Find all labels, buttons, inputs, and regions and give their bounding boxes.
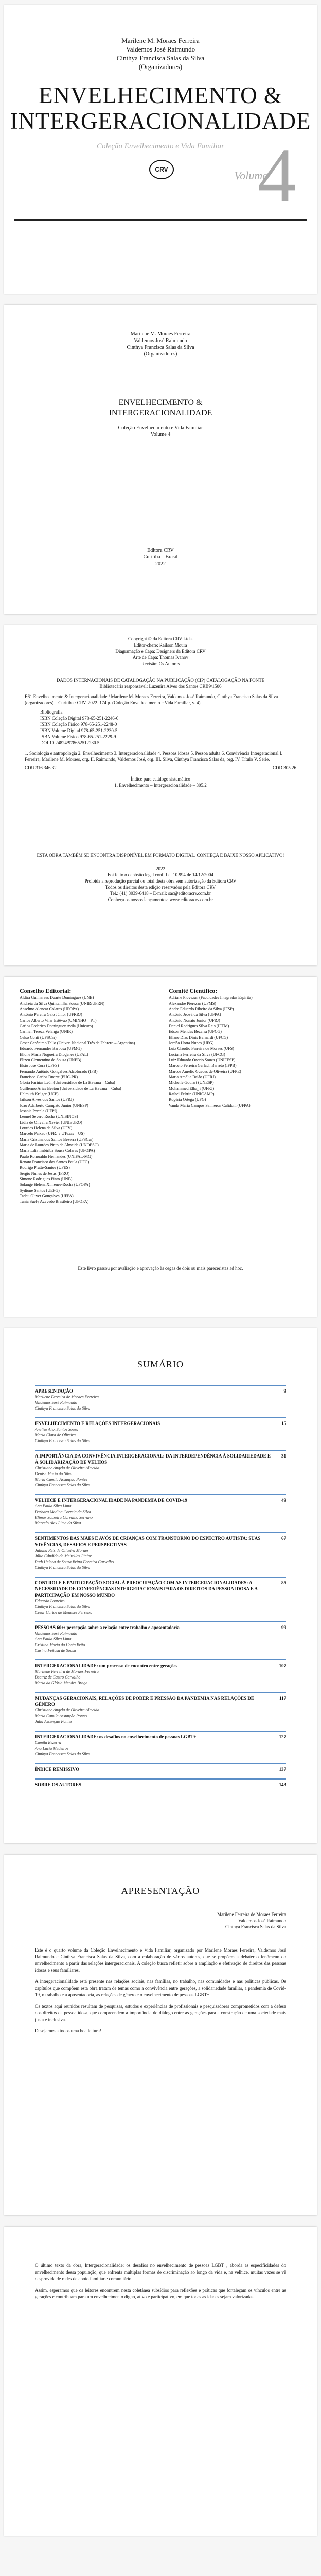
presentation-paragraph: Desejamos a todos uma boa leitura!: [35, 2028, 101, 2033]
title-publisher: Editora CRV: [147, 548, 174, 553]
scientific-member: Michelle Goulart (UNESP): [169, 1080, 214, 1085]
summary-entry-title: MUDANÇAS GERACIONAIS, RELAÇÕES DE PODER E PRESSÃO DA PANDEMIA NAS RELAÇÕES DE GÊNERO: [35, 1696, 254, 1707]
summary-entry-title: VELHICE E INTERGERACIONALIDADE NA PANDEMIA DE COVID-19: [35, 1498, 187, 1503]
scientific-member: Maria Amélia Baião (UFRJ): [169, 1075, 216, 1079]
cover-organizer: (Organizadores): [138, 63, 183, 71]
index-item: 1. Envelhecimento – Intergeracionalidade – 305.2: [114, 783, 207, 788]
summary-entry-author: Valdemos José Raimundo: [35, 1631, 77, 1636]
editorial-member: Simone Rodrigues Pinto (UNB): [20, 1177, 73, 1181]
isbn-line: ISBN Coleção Digital 978-65-251-2246-6: [40, 716, 119, 721]
summary-entry-title: INTERGERACIONALIDADE: um processo de encontro entre gerações: [35, 1663, 177, 1668]
editorial-member: Josania Portela (UFPI): [20, 1109, 57, 1113]
editorial-member: Tania Suely Azevedo Brasileiro (UFOPA): [20, 1199, 89, 1204]
cover-volume-word: Volume: [234, 169, 268, 182]
editorial-member: Carlos Federico Dominguez Avila (Unieuro): [20, 1024, 93, 1028]
editorial-member: Marcelo Paixão (UFRJ e UTexas – US): [20, 1131, 85, 1136]
cover-organizer: Valdemos José Raimundo: [126, 45, 195, 53]
title-line1: ENVELHECIMENTO &: [118, 398, 203, 407]
summary-entry-author: Maria Camila Assunção Pontes: [35, 1477, 87, 1482]
cover-subtitle: Coleção Envelhecimento e Vida Familiar: [97, 142, 224, 150]
summary-entry-title: APRESENTAÇÃO: [35, 1388, 73, 1394]
cover-rule: [14, 219, 307, 221]
scientific-member: Andre Eduardo Ribeiro da Silva (IFSP): [169, 1007, 234, 1011]
editorial-member: Maria de Lourdes Pinto de Almeida (UNOESC): [20, 1143, 99, 1147]
summary-entry[interactable]: [35, 1659, 286, 1686]
digital-note: ESTA OBRA TAMBÉM SE ENCONTRA DISPONÍVEL EM FORMATO DIGITAL. CONHEÇA E BAIXE NOSSO APLICATIVO!: [37, 853, 284, 858]
editorial-member: Andréia da Silva Quintanilha Sousa (UNIR/UFRN): [20, 1001, 105, 1006]
final-paragraph: Assim, esperamos que os leitores encontrem nesta coletânea subsídios para reflexões e práticas que fortaleçam os vínculos entre as gerações e contribuam para um envelhecimento digno, ativo e participativo, em que todas as idades sejam valorizadas.: [35, 2287, 286, 2299]
editorial-member: Carlos Alberto Vilar Estêvão (UMINHO – PT): [20, 1018, 97, 1023]
final-page: [4, 2227, 317, 2536]
editorial-member: Antônio Pereira Gaio Júnior (UFRRJ): [20, 1012, 82, 1017]
summary-entry-author: Cinthya Francisca Salas da Silva: [35, 1604, 91, 1609]
signature-name: Cinthya Francisca Salas da Silva: [225, 1924, 286, 1929]
summary-entry-author: Cinthya Francisca Salas da Silva: [35, 1438, 91, 1443]
summary-list: [35, 1385, 286, 1794]
title-line2: INTERGERACIONALIDADE: [109, 409, 212, 417]
summary-entry[interactable]: [35, 1692, 286, 1724]
summary-entry[interactable]: [35, 1621, 286, 1653]
summary-entry-page: 137: [279, 1767, 286, 1772]
summary-entry-author: Ana Paula Silva Lima: [35, 1637, 72, 1641]
summary-entry[interactable]: [35, 1385, 286, 1411]
scientific-member: Luciana Ferreira da Silva (UFCG): [169, 1052, 225, 1057]
editorial-member: Sydione Santos (UEPG): [20, 1188, 60, 1193]
summary-entry-page: 143: [279, 1782, 286, 1787]
summary-entry-title: SOBRE OS AUTORES: [35, 1782, 81, 1787]
editorial-member: Sérgio Nunes de Jesus (IFRO): [20, 1171, 70, 1176]
isbn-line: ISBN Coleção Físico 978-65-251-2248-0: [40, 722, 117, 727]
summary-entry-author: Ana Lucia Medeiros: [35, 1746, 69, 1751]
summary-entry-author: Elimar Sobreira Carvalho Serrano: [35, 1515, 93, 1520]
scientific-list: [169, 995, 302, 1108]
editorial-member: Lídia de Oliveira Xavier (UNIEURO): [20, 1120, 82, 1125]
summary-entry-page: 31: [281, 1453, 286, 1459]
scientific-member: Edson Mendes Bezerra (UFCG): [169, 1029, 222, 1034]
summary-entry-author: Marcelo Alex Lima da Silva: [35, 1521, 81, 1526]
scientific-title: Comitê Científico:: [169, 987, 218, 994]
scientific-member: Alexandre Pierezan (UFMS): [169, 1001, 216, 1006]
summary-entry[interactable]: [35, 1450, 286, 1488]
summary-entry[interactable]: [35, 1763, 286, 1772]
summary-entry-title: SENTIMENTOS DAS MÃES E AVÓS DE CRIANÇAS COM TRANSTORNO DO ESPECTRO AUTISTA: SUAS VIVÊNCIAS, DESAFIOS E PERSPECTIVAS: [35, 1536, 261, 1547]
summary-entry-page: 9: [283, 1388, 286, 1394]
editorial-member: Anselmo Alencar Colares (UFOPA): [20, 1007, 79, 1011]
summary-entry-title: A IMPORTÂNCIA DA CONVIVÊNCIA INTERGERACIONAL: DA INTERDEPENDÊNCIA À SOLIDARIEDADE E À SOLIDARIZAÇÃO DE VELHOS: [35, 1453, 271, 1465]
final-body: [35, 2258, 286, 2305]
scientific-member: Marcos Aurelio Guedes de Oliveira (UFPE): [169, 1069, 241, 1074]
scientific-member: Rogéria Ortega (UFG): [169, 1097, 206, 1102]
publisher-logo: CRV: [149, 160, 174, 179]
editorial-member: Maria Cristina dos Santos Bezerra (UFSCar): [20, 1137, 94, 1142]
editorial-member: Élsio José Corá (UFFS): [20, 1063, 59, 1068]
summary-entry[interactable]: [35, 1417, 286, 1444]
summary-entry-author: Cinthya Francisca Salas da Silva: [35, 1406, 91, 1411]
summary-entry-author: Juliana Reis de Oliveira Moraes: [35, 1548, 89, 1553]
scientific-member: Jordão Horta Nunes (UFG): [169, 1041, 214, 1045]
summary-entry-author: Cinthya Francisca Salas da Silva: [35, 1565, 91, 1570]
summary-entry-author: Maria da Glória Mendes Braga: [35, 1681, 88, 1685]
presentation-paragraph: A intergeracionalidade está presente nas relações sociais, nas famílias, no trabalho, nas comunidades e nas políticas públicas. Os capítulos que compõem esta obra tratam de temas como a convivência entre gerações, a solidariedade familiar, a pandemia de Covid-19, o trabalho e a aposentadoria, as relações de gênero e o envelhecimento de pessoas LGBT+.: [35, 1979, 286, 1997]
summary-entry-page: 49: [281, 1498, 286, 1503]
presentation-paragraph: Os textos aqui reunidos resultam de pesquisas, estudos e experiências de profissionais e pesquisadores comprometidos com a defesa dos direitos da pessoa idosa, que compreendem a importância do diálogo entre as gerações para a construção de uma sociedade mais justa e inclusiva.: [35, 2004, 286, 2022]
editorial-member: Fernando Antônio Gonçalves Alcoforado (IPB): [20, 1069, 98, 1074]
editorial-member: Francisco Carlos Duarte (PUC-PR): [20, 1075, 78, 1079]
title-organizer: Cinthya Francisca Salas da Silva: [127, 345, 194, 350]
isbn-line: ISBN Volume Físico 978-65-251-2229-9: [40, 734, 116, 739]
board-footnote: Este livro passou por avaliação e aprovação às cegas de dois ou mais pareceristas ad hoc.: [78, 1266, 243, 1271]
cover-page: [4, 5, 317, 294]
summary-entry-page: 85: [281, 1580, 286, 1585]
contact: Tel.: (41) 3039-6418 – E-mail: sac@editoracrv.com.br: [110, 891, 211, 896]
summary-entry-author: Christiane Angela de Oliveira Almeida: [35, 1708, 100, 1713]
summary-entry-author: Cinthya Francisca Salas da Silva: [35, 1752, 91, 1756]
cover-title-line2: INTERGERACIONALIDADE: [10, 108, 311, 134]
title-city: Curitiba – Brasil: [143, 554, 178, 560]
summary-entry-author: Valdemos José Raimundo: [35, 1400, 77, 1405]
summary-entry-page: 15: [281, 1421, 286, 1426]
summary-entry-title: ENVELHECIMENTO E RELAÇÕES INTERGERACIONAIS: [35, 1421, 160, 1426]
credits-year: 2022: [156, 866, 165, 871]
summary-entry-page: 107: [279, 1663, 286, 1668]
summary-entry-author: Christiane Angela de Oliveira Almeida: [35, 1466, 100, 1470]
subjects: 1. Sociologia e antropologia 2. Envelhecimento 3. Intergeracionalidade 4. Pessoas idosas 5. Pessoa adulta 6. Convivência Intergeracional I. Ferreira, Marilene M. Moraes, org. II. Raimundo, Valdemos José, org. III. Silva, Cinthya Francisca Salas da, org. IV. Título V. Série.: [25, 751, 283, 762]
summary-entry[interactable]: [35, 1731, 286, 1757]
index-title: Índice para catálogo sistemático: [131, 776, 190, 782]
scientific-member: Eliane Dias Dinis Bernardi (UFCG): [169, 1035, 228, 1040]
cover-organizer: Marilene M. Moraes Ferreira: [121, 37, 200, 44]
scientific-member: Antônio Jeovà da Silva (UFPA): [169, 1012, 221, 1017]
summary-entry-page: 127: [279, 1734, 286, 1739]
editorial-member: Maria Lília Imbiriba Sousa Colares (UFOPA): [20, 1148, 95, 1153]
summary-entry[interactable]: [35, 1577, 286, 1615]
scientific-member: Daniel Rodrigues Silva Reis (IFTM): [169, 1024, 229, 1028]
cover-organizer: Cinthya Francisca Salas da Silva: [116, 54, 205, 62]
summary-entry-author: Anelise Alex Santos Souza: [35, 1427, 79, 1432]
rights2: Proibida a reprodução parcial ou total desta obra sem autorização da Editora CRV: [84, 878, 237, 884]
summary-entry-author: Marilene Ferreira de Moraes Ferreira: [35, 1669, 99, 1674]
summary-entry-title: ÍNDICE REMISSIVO: [35, 1767, 80, 1772]
summary-entry-author: Carina Feitosa de Sousa: [35, 1648, 76, 1653]
cover-title-line1: ENVELHECIMENTO &: [39, 82, 282, 108]
editorial-member: Cesar Gerônimo Tello (Univer. Nacional Três de Febrero – Argentina): [20, 1041, 135, 1045]
title-organizer: (Organizadores): [144, 351, 177, 357]
rights: Foi feito o depósito legal conf. Lei 10.994 de 14/12/2004: [108, 872, 213, 877]
board-page: [4, 977, 317, 1317]
editorial-member: João Adalberto Campato Junior (UNESP): [20, 1103, 88, 1108]
summary-entry-author: Cinthya Francisca Salas da Silva: [35, 1483, 91, 1487]
editorial-member: Leonel Severo Rocha (UNISINOS): [20, 1114, 78, 1119]
title-page: [4, 305, 317, 614]
final-paragraph: O último texto da obra, Intergeracionalidade: os desafios no envelhecimento de pessoas LGBT+, aborda as especificidades do envelhecimento dessa população, que enfrenta múltiplas formas de discriminação ao longo da vida e, na velhice, muitas vezes se vê desprovida de redes de apoio familiar e comunitário.: [35, 2263, 286, 2281]
editorial-member: Lourdes Helena da Silva (UFV): [20, 1126, 73, 1130]
summary-entry-page: 99: [281, 1625, 286, 1630]
ficha-sub: Bibliotecária responsável: Luzenira Alves dos Santos CRB9/1506: [99, 684, 222, 689]
editorial-member: Eduardo Fernandes Barbosa (UFMG): [20, 1046, 82, 1051]
title-organizers: [4, 331, 317, 358]
credits-page: [4, 625, 317, 965]
cdd: CDD 305.26: [272, 765, 296, 770]
isbn-line: Bibliografia: [40, 709, 63, 715]
editorial-member: Elizeu Clementino de Souza (UNEB): [20, 1058, 81, 1062]
summary-entry-author: Camila Bezerra: [35, 1740, 61, 1745]
editorial-member: Jailson Alves dos Santos (UFRJ): [20, 1097, 74, 1102]
cover-organizers: [4, 36, 317, 71]
summary-entry-author: Beatriz de Castro Carvalho: [35, 1675, 81, 1680]
summary-page: [4, 1328, 317, 1843]
summary-entry[interactable]: [35, 1532, 286, 1570]
signature-name: Valdemos José Raimundo: [238, 1918, 286, 1923]
editorial-member: Rodrigo Pratte-Santos (UFES): [20, 1165, 70, 1170]
cover-volume-number: 4: [258, 133, 296, 218]
summary-entry-author: Maria Clara de Oliveira: [35, 1433, 76, 1437]
editorial-member: Carmen Tereza Velanga (UNIR): [20, 1029, 73, 1034]
summary-entry-author: Barbara Medina Correia da Silva: [35, 1510, 91, 1514]
scientific-member: Antônio Nonato Junior (UFRJ): [169, 1018, 220, 1023]
summary-entry-title: CONTROLE E PARTICIPAÇÃO SOCIAL À PREOCUPAÇÃO COM AS INTERGERACIONALIDADES: A NECESSIDADE DE CONFERÊNCIAS INTERGERACIONAIS PARA OS DIREITOS DA PESSOA IDOSA E A PARTICIPAÇÃO EM NOSSO MUNDO: [35, 1580, 258, 1598]
summary-entry-title: PESSOAS 60+: percepção sobre a relação entre trabalho e aposentadoria: [35, 1625, 180, 1630]
editorial-list: [20, 995, 158, 1205]
editorial-member: Gloria Fariñas León (Universidade de La Havana – Cuba): [20, 1080, 115, 1085]
summary-entry[interactable]: [35, 1494, 286, 1526]
ficha-title: DADOS INTERNACIONAIS DE CATALOGAÇÃO NA PUBLICAÇÃO (CIP) CATALOGAÇÃO NA FONTE: [56, 677, 265, 683]
title-volume: Volume 4: [150, 432, 171, 437]
presentation-body: [35, 1942, 286, 2039]
scientific-member: Adriane Piovezan (Faculdades Integradas Espírita): [169, 995, 253, 1000]
summary-entry-author: Ruth Helena de Souza Britto Ferreira Carvalho: [35, 1560, 114, 1564]
editorial-member: Helmuth Krüger (UCP): [20, 1092, 59, 1096]
editorial-member: Elione Maria Nogueira Diogenes (UFAL): [20, 1052, 88, 1057]
scientific-member: Luiz Cláudio Ferreira de Moraes (UFS): [169, 1046, 234, 1051]
summary-entry-author: Ana Paula Silva Lima: [35, 1504, 72, 1509]
presentation-signature: [217, 1911, 286, 1930]
image-label: Arte de Capa: Thomas Ivanov: [132, 655, 189, 660]
scientific-member: Luiz Eduardo Ozorio Souza (UNIFESP): [169, 1058, 236, 1062]
summary-entry-author: César Carlos de Meneses Ferreira: [35, 1610, 93, 1615]
summary-entry-author: Denise Maria da Silva: [35, 1471, 73, 1476]
summary-entry-page: 117: [279, 1696, 286, 1701]
isbn-list: [25, 709, 296, 746]
presentation-page: [4, 1855, 317, 2215]
presentation-title: APRESENTAÇÃO: [121, 1886, 200, 1896]
editorial-member: Guillermo Arias Beatón (Universidade de La Havana – Cuba): [20, 1086, 121, 1091]
summary-entry-author: Cristina Maria da Costa Brito: [35, 1642, 85, 1647]
editorial-member: Celso Conti (UFSCar): [20, 1035, 57, 1040]
ficha-main: E61 Envelhecimento & Intergeracionalidade / Marilene M. Moraes Ferreira, Valdemos José Raimundo, Cinthya Francisca Salas da Silva (organizadores) – Curitiba : CRV, 2022. 174 p. (Coleção Envelhecimento e Vida Familiar, v. 4): [25, 694, 278, 705]
summary-entry-page: 67: [281, 1536, 286, 1541]
diagram-label: Diagramação e Capa: Designers da Editora CRV: [115, 649, 206, 654]
scientific-member: Mohammed Elhajji (UFRJ): [169, 1086, 214, 1091]
summary-entry-author: Marilene Ferreira de Moraes Ferreira: [35, 1395, 99, 1399]
isbn-line: ISBN Volume Digital 978-65-251-2230-5: [40, 728, 118, 733]
title-organizer: Valdemos José Raimundo: [134, 338, 187, 344]
copyright: Copyright © da Editora CRV Ltda.: [128, 636, 193, 641]
summary-entry-title: INTERGERACIONALIDADE: os desafios no envelhecimento de pessoas LGBT+: [35, 1734, 197, 1739]
title-collection: Coleção Envelhecimento e Vida Familiar: [118, 425, 203, 431]
presentation-paragraph: Este é o quarto volume da Coleção Envelhecimento e Vida Familiar, organizado por Marilene Moraes Ferreira, Valdemos José Raimundo e Cinthya Francisca Salas da Silva, com a colaboração de vários autores, que se propõem a debater o fenômeno do envelhecimento a partir das relações intergeracionais. A coleção busca refletir sobre a ampliação e efetivação de direitos das pessoas idosas e seus familiares.: [35, 1947, 286, 1973]
summary-entry[interactable]: [35, 1778, 286, 1788]
editorial-member: Paulo Romualdo Hernandes (UNIFAL-MG): [20, 1154, 93, 1159]
scientific-member: Marcelo Ferreira Gerlach Barreto (IFPB): [169, 1063, 237, 1068]
isbn-line: DOI 10.24824/978652512230.5: [40, 740, 100, 745]
editorial-title: Conselho Editorial:: [20, 987, 72, 994]
editorial-member: Aldira Guimarães Duarte Domínguez (UNB): [20, 995, 94, 1000]
summary-entry-author: Julia Assunção Pontes: [35, 1719, 73, 1724]
summary-entry-author: Júlio Cândido de Meirelles Júnior: [35, 1554, 92, 1558]
summary-entry-author: Eduardo Loureiro: [35, 1599, 65, 1603]
cdu: CDU 316.346.32: [25, 765, 57, 770]
title-year: 2022: [155, 561, 166, 567]
scientific-member: Vanda Maria Campos Salmeron Calidoni (UFPA): [169, 1103, 251, 1108]
review-label: Revisão: Os Autores: [141, 661, 180, 666]
editor-label: Editor-chefe: Railson Moura: [134, 642, 187, 648]
editorial-member: Renato Francisco dos Santos Paula (UFG): [20, 1160, 90, 1164]
rights3: Todos os direitos desta edição reservados pela Editora CRV: [105, 885, 216, 890]
editorial-member: Solange Helena Ximenes-Rocha (UFOPA): [20, 1182, 90, 1187]
site[interactable]: Conheça os nossos lançamentos: www.editoracrv.com.br: [108, 897, 213, 902]
scientific-member: Rafael Feltrin (UNICAMP): [169, 1092, 215, 1096]
signature-name: Marilene Ferreira de Moraes Ferreira: [217, 1912, 286, 1917]
summary-entry-author: Maria Camila Assunção Pontes: [35, 1714, 87, 1718]
editorial-member: Tadeu Oliver Gonçalves (UFPA): [20, 1194, 74, 1198]
summary-title: SUMÁRIO: [137, 1359, 184, 1369]
title-organizer: Marilene M. Moraes Ferreira: [130, 331, 191, 337]
